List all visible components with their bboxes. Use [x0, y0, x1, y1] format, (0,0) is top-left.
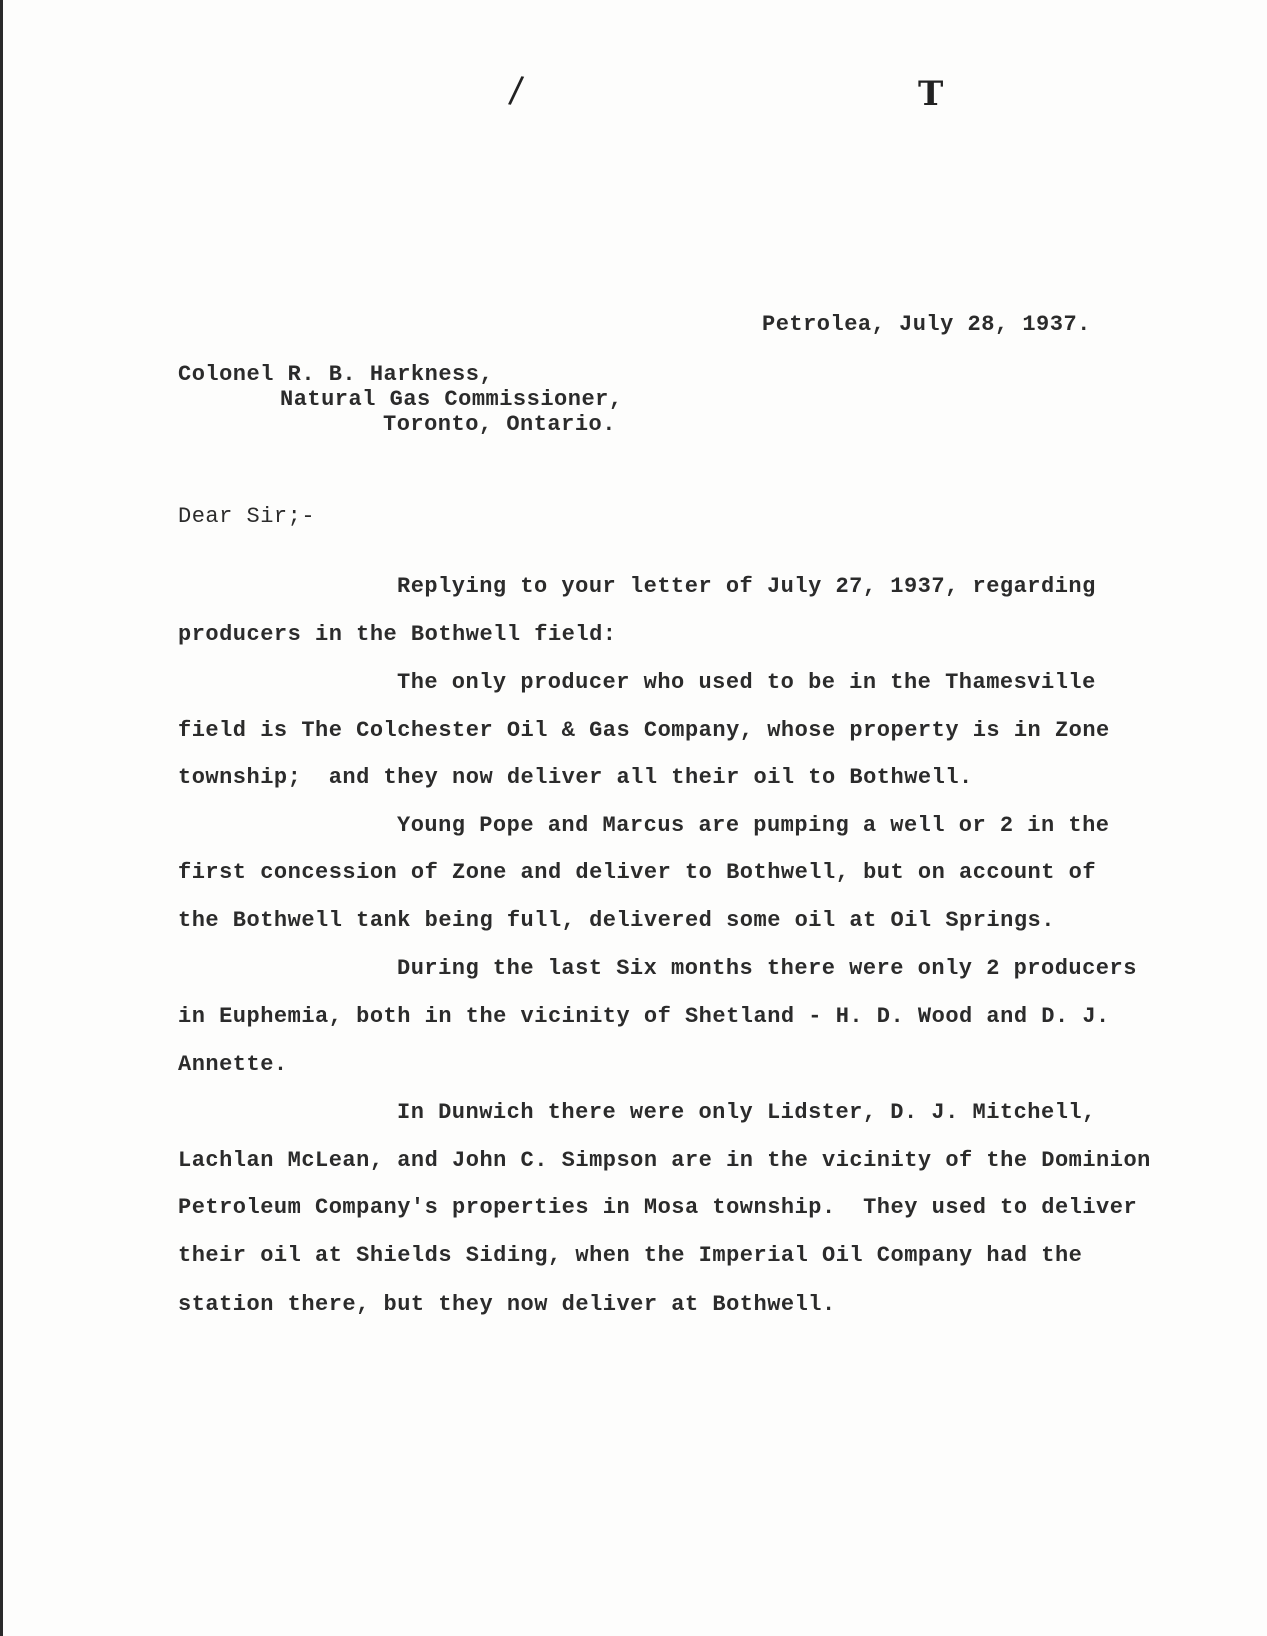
- addressee-location: Toronto, Ontario.: [383, 412, 616, 437]
- body-line: field is The Colchester Oil & Gas Company, whose property is in Zone: [178, 718, 1110, 743]
- handwritten-t-mark: T: [918, 74, 944, 114]
- salutation: Dear Sir;-: [178, 504, 316, 529]
- body-line: Annette.: [178, 1052, 288, 1077]
- body-line: Lachlan McLean, and John C. Simpson are in the vicinity of the Dominion: [178, 1148, 1151, 1173]
- body-line: producers in the Bothwell field:: [178, 622, 617, 647]
- body-line: township; and they now deliver all their oil to Bothwell.: [178, 765, 973, 790]
- body-line: their oil at Shields Siding, when the Imperial Oil Company had the: [178, 1243, 1083, 1268]
- body-line: first concession of Zone and deliver to Bothwell, but on account of: [178, 860, 1097, 885]
- addressee-name: Colonel R. B. Harkness,: [178, 362, 494, 387]
- body-line: Petroleum Company's properties in Mosa township. They used to deliver: [178, 1195, 1138, 1220]
- body-line: In Dunwich there were only Lidster, D. J. Mitchell,: [397, 1100, 1096, 1125]
- body-line: The only producer who used to be in the Thamesville: [397, 670, 1096, 695]
- handwritten-slash-mark: /: [507, 69, 525, 112]
- addressee-title: Natural Gas Commissioner,: [280, 387, 623, 412]
- body-line: in Euphemia, both in the vicinity of Shetland - H. D. Wood and D. J.: [178, 1004, 1110, 1029]
- page-edge: [0, 0, 3, 1636]
- body-line: station there, but they now deliver at Bothwell.: [178, 1292, 836, 1317]
- place-date-line: Petrolea, July 28, 1937.: [762, 312, 1091, 337]
- body-line: Replying to your letter of July 27, 1937, regarding: [397, 574, 1096, 599]
- body-line: During the last Six months there were only 2 producers: [397, 956, 1137, 981]
- body-line: Young Pope and Marcus are pumping a well or 2 in the: [397, 813, 1110, 838]
- body-line: the Bothwell tank being full, delivered some oil at Oil Springs.: [178, 908, 1055, 933]
